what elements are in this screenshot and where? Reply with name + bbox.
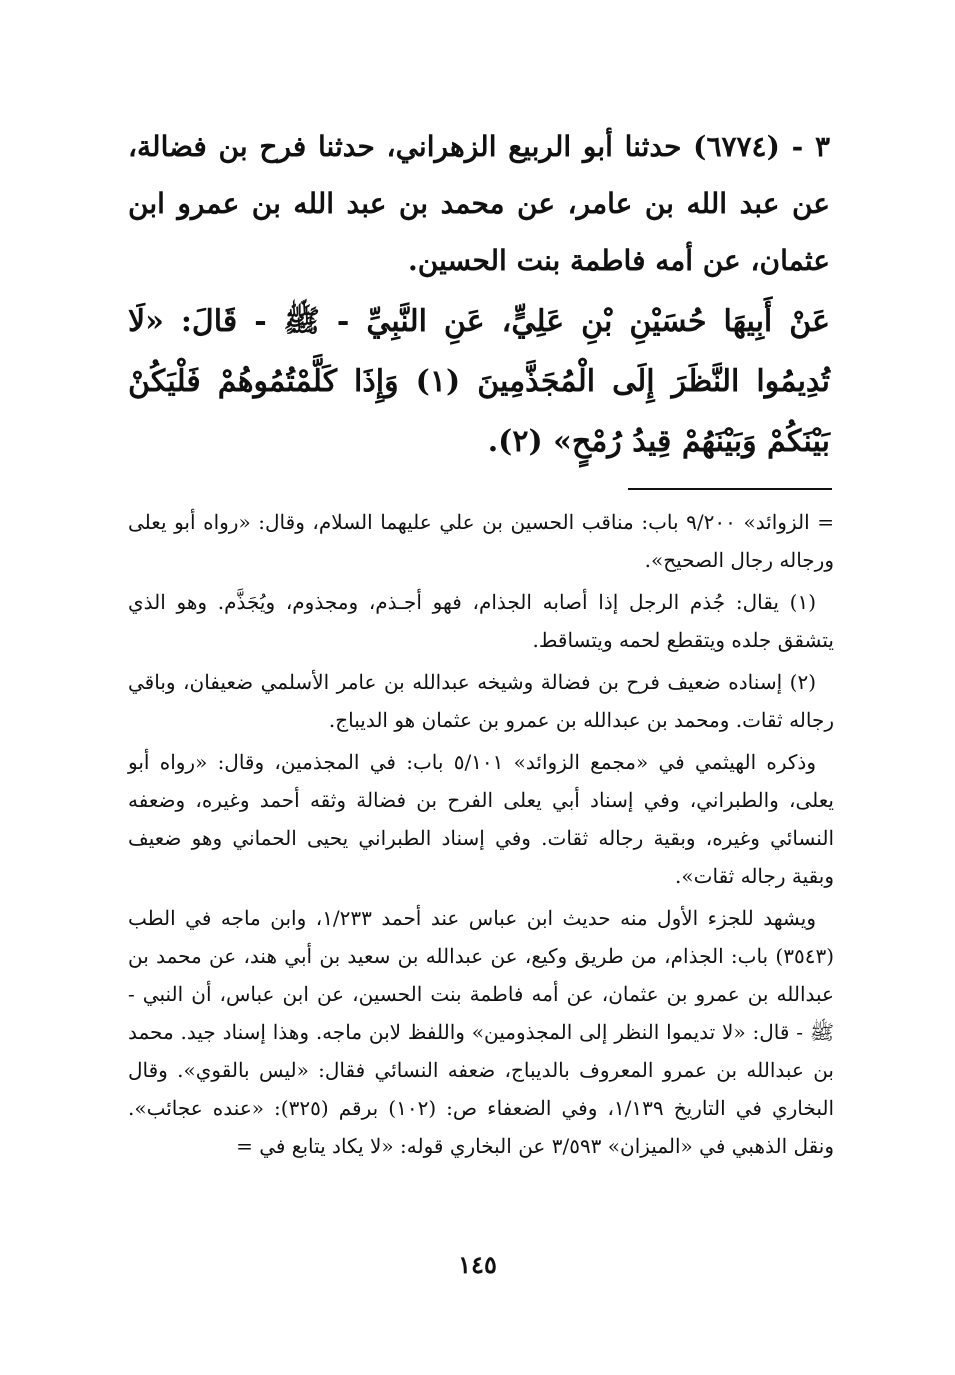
hadith-matn: [128, 292, 830, 472]
footnote-separator: [628, 488, 832, 490]
footnote-2: (٢) إسناده ضعيف فرح بن فضالة وشيخه عبدالله بن عامر الأسلمي ضعيفان، وباقي رجاله ثقات. ومحمد بن عبدالله بن عمرو بن عثمان هو الديباج.: [128, 670, 834, 732]
footnote-continuation: = الزوائد» ٩/٢٠٠ باب: مناقب الحسين بن علي عليهما السلام، وقال: «رواه أبو يعلى ورجاله رجال الصحيح».: [128, 510, 834, 572]
matn-text: عَنْ أَبِيهَا حُسَيْنِ بْنِ عَلِيٍّ، عَنِ النَّبِيِّ - ﷺ - قَالَ: «لَا تُدِيمُوا النَّظَرَ إِلَى الْمُجَذَّمِينَ (١) وَإِذَا كَلَّمْتُمُوهُمْ فَلْيَكُنْ بَيْنَكُمْ وَبَيْنَهُمْ قِيدُ رُمْحٍ» (٢).: [128, 304, 831, 459]
footnote-2-witness: ويشهد للجزء الأول منه حديث ابن عباس عند أحمد ١/٢٣٣، وابن ماجه في الطب (٣٥٤٣) باب: الجذام، من طريق وكيع، عن عبدالله بن سعيد بن أبي هند، عن محمد بن عبدالله بن عمرو بن عثمان، عن أمه فاطمة بنت الحسين، عن ابن عباس، أن النبي - ﷺ - قال: «لا تديموا النظر إلى المجذومين» واللفظ لابن ماجه. وهذا إسناد جيد. محمد بن عبدالله بن عمرو المعروف بالديباج، ضعفه النسائي فقال: «ليس بالقوي». وقال البخاري في التاريخ ١/١٣٩، وفي الضعفاء ص: (١٠٢) برقم (٣٢٥): «عنده عجائب». ونقل الذهبي في «الميزان» ٣/٥٩٣ عن البخاري قوله: «لا يكاد يتابع في =: [128, 906, 834, 1158]
footnote-1: (١) يقال: جُذم الرجل إذا أصابه الجذام، فهو أجـذم، ومجذوم، ويُجَذَّم. وهو الذي يتشقق جلده ويتقطع لحمه ويتساقط.: [128, 590, 834, 652]
hadith-isnad: [128, 118, 830, 289]
footnotes: [128, 503, 834, 1169]
isnad-text: ٣ - (٦٧٧٤) حدثنا أبو الربيع الزهراني، حدثنا فرح بن فضالة، عن عبد الله بن عامر، عن محمد بن عبد الله بن عمرو ابن عثمان، عن أمه فاطمة بنت الحسين.: [128, 130, 830, 277]
footnote-2-haythami: وذكره الهيثمي في «مجمع الزوائد» ٥/١٠١ باب: في المجذمين، وقال: «رواه أبو يعلى، والطبراني، وفي إسناد أبي يعلى الفرح بن فضالة وثقه أحمد وغيره، وضعفه النسائي وغيره، وبقية رجاله ثقات. وفي إسناد الطبراني يحيى الحماني وهو ضعيف وبقية رجاله ثقات».: [128, 750, 834, 888]
page-number: ١٤٥: [458, 1250, 497, 1279]
